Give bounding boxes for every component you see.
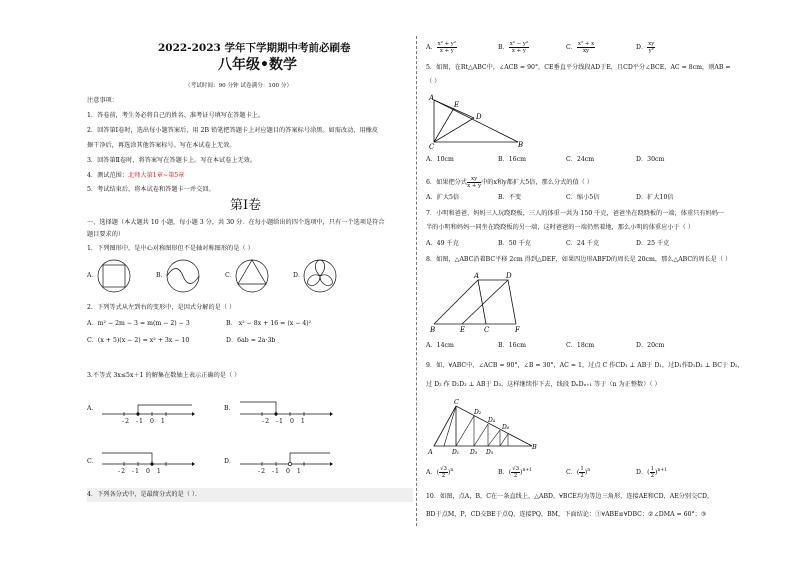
q1-figure-d-circle-petals xyxy=(302,258,338,294)
q5-option-a: A．10cm xyxy=(426,156,454,163)
q9-option-d: D．( $\frac{1}{2}$ )$^{n+1}$ xyxy=(636,466,667,479)
q6-option-b: B．不变 xyxy=(498,194,522,201)
svg-text:D₁: D₁ xyxy=(452,449,460,456)
note-2: 2．回答第Ⅰ卷时，选出每小题答案后，用 2B 铅笔把答题卡上对应题目的答案标号涂黑。如需改动，用橡皮 xyxy=(87,127,379,134)
svg-text:D₆: D₆ xyxy=(502,424,510,431)
question-5: 5．如图，在Rt△ABC中，∠ACB = 90°，CE垂直平分线段AD于E，且CD平分∠BCE，AC = 8cm，则AB = xyxy=(426,64,731,71)
question-4: 4．下列各分式中，是最简分式的是（ ）． xyxy=(87,491,202,498)
q3-label-c: C． xyxy=(87,458,98,465)
question-1: 1．下列图形中，是中心对称图形但不是轴对称图形的是（ ） xyxy=(87,245,254,252)
q5-option-c: C．24cm xyxy=(566,156,595,163)
q8-option-c: C．18cm xyxy=(566,342,595,349)
column-divider xyxy=(416,36,417,526)
q4-option-d: D． $\frac{xy}{\text{y²}}$ xyxy=(636,41,655,54)
q3-ticks-c: -2 -1 0 1 xyxy=(118,468,162,475)
q1-figure-a-circle-square xyxy=(96,258,132,294)
svg-text:B: B xyxy=(532,443,537,451)
q1-figure-c-circle-triangle xyxy=(234,258,270,294)
q3-label-a: A． xyxy=(87,405,98,412)
q3-ticks-a: -2 -1 0 1 xyxy=(122,418,166,425)
svg-text:D₅: D₅ xyxy=(486,449,494,456)
q1-label-c: C． xyxy=(225,272,236,279)
q5-option-b: B．16cm xyxy=(498,156,526,163)
svg-text:C: C xyxy=(484,326,490,334)
svg-text:D: D xyxy=(476,113,482,121)
exam-meta: （考试时间：90 分钟 试卷满分：100 分） xyxy=(185,83,293,89)
q3-ticks-b: -2 -1 0 1 xyxy=(262,418,306,425)
svg-text:B: B xyxy=(518,141,524,149)
svg-text:D₄: D₄ xyxy=(488,417,496,424)
q4-option-b: B． $\frac{\text{x² − y²}}{x + y}$ xyxy=(498,41,529,54)
q5-option-d: D．30cm xyxy=(636,156,665,163)
svg-text:C: C xyxy=(454,398,459,406)
question-2: 2．下列等式从左到右的变形中，是因式分解的是（ ） xyxy=(87,304,236,311)
svg-text:D: D xyxy=(506,272,512,280)
svg-text:D₂: D₂ xyxy=(474,409,482,416)
q7-option-a: A．49 千克 xyxy=(426,240,459,247)
q9-option-a: A．( $\frac{√3}{2}$ )$^n$ xyxy=(426,466,454,479)
question-7-cont: 半的小明和妈妈一同坐在跷跷板的另一端，这时爸爸的一端仍然着地，那么小明的体重应小于（ ） xyxy=(426,224,695,231)
q1-label-b: B． xyxy=(156,272,167,279)
q6-option-d: D．扩大10倍 xyxy=(636,194,674,201)
q2-option-d: D．6ab = 2a·3b xyxy=(226,337,276,344)
q3-ticks-d: -2 -1 0 1 xyxy=(258,468,302,475)
svg-text:F: F xyxy=(515,326,520,334)
q5-triangle-figure xyxy=(428,92,528,150)
q8-translation-figure xyxy=(428,268,528,334)
section-title: 第Ⅰ卷 xyxy=(230,198,262,213)
svg-text:A: A xyxy=(428,448,433,456)
question-9-cont: 过 D₂ 作 D₂D₃ ⊥ AB于 D₃，这样继续作下去，线段 DₙDₙ₊₁ 等于（n 为正整数）（ ） xyxy=(426,381,661,388)
svg-text:A: A xyxy=(429,94,435,102)
q6-option-a: A．扩大5倍 xyxy=(426,194,460,201)
q8-option-a: A．14cm xyxy=(426,342,454,349)
question-10: 10．如图，点A，B，C在一条直线上，△ABD，∀BCE均为等边三角形，连接AE和CD，AE分别交CD， xyxy=(426,493,714,500)
q9-option-b: B．( $\frac{√3}{2}$ )$^{n+1}$ xyxy=(498,466,533,479)
q7-option-b: B．50 千克 xyxy=(498,240,531,247)
question-8: 8．如图，△ABC沿着BC平移 2cm 得到△DEF，如果四边形ABFD的周长是 20cm，那么△ABC的周长是（ ） xyxy=(426,256,732,263)
q6-option-c: C．缩小5倍 xyxy=(566,194,600,201)
q4-option-a: A． $\frac{\text{x² + y²}}{x + y}$ xyxy=(426,41,457,54)
q4-option-c: C． $\frac{\text{x² + x}}{xy}$ xyxy=(566,41,595,54)
q2-option-b: B． x² − 8x + 16 = (x − 4)² xyxy=(226,320,312,327)
note-2-cont: 擦干净后，再选涂其他答案标号。写在本试卷上无效。 xyxy=(87,142,236,149)
q7-option-c: C．24 千克 xyxy=(566,240,600,247)
q3-label-b: B． xyxy=(224,405,235,412)
q1-figure-b-circle-wave xyxy=(165,258,201,294)
svg-text:B: B xyxy=(430,326,436,334)
q9-perpendicular-figure xyxy=(428,396,538,458)
question-10-cont: BD于点M，P，CD交BE于点Q，连接PQ，BM，下面结论：①∀ABE≌∀DBC；②∠DMA = 60°；③ xyxy=(426,511,707,518)
svg-text:E: E xyxy=(460,326,466,334)
question-5-cont: （ ） xyxy=(426,78,441,85)
svg-text:C: C xyxy=(429,143,435,151)
section-instructions: 一、选择题（本大题共 10 小题，每小题 3 分，共 30 分．在每小题给出的四个选项中，只有一个选项是符合 xyxy=(87,219,385,226)
q1-label-d: D． xyxy=(293,272,305,279)
q8-option-d: D．20cm xyxy=(636,342,665,349)
note-4: 4．测试范围：北师大第1章~第5章 xyxy=(87,172,185,179)
q2-option-c: C．(x + 5)(x − 2) = x² + 3x − 10 xyxy=(87,337,190,344)
exam-subtitle: 八年级•数学 xyxy=(218,57,297,73)
q8-option-b: B．16cm xyxy=(498,342,526,349)
note-3: 3．回答第Ⅱ卷时，将答案写在答题卡上。写在本试卷上无效。 xyxy=(87,157,257,164)
question-9: 9．如，∀ABC中，∠ACB = 90°，∠B = 30°，AC = 1，过点 C 作CD₁ ⊥ AB于 D₁，过D₁作D₁D₂ ⊥ BC于 D₂， xyxy=(426,362,744,369)
svg-text:E: E xyxy=(454,101,460,109)
exam-title: 2022-2023 学年下学期期中考前必刷卷 xyxy=(158,42,351,54)
note-1: 1．答卷前，考生务必将自己的姓名、准考证号填写在答题卡上。 xyxy=(87,112,265,119)
q1-label-a: A． xyxy=(87,272,98,279)
test-scope: 北师大第1章~第5章 xyxy=(128,172,185,179)
q7-option-d: D．25 千克 xyxy=(636,240,670,247)
question-6: 6．如果把分式 $\frac{xy}{x + y}$ 中的x和y都扩大5倍，那么分式的值（ ） xyxy=(426,176,593,189)
section-instructions-cont: 题目要求的） xyxy=(87,231,125,238)
q2-option-a: A．m² − 2m − 3 = m(m − 2) − 3 xyxy=(87,320,190,327)
q9-option-c: C．( $\frac{1}{2}$ )$^n$ xyxy=(566,466,591,479)
question-3: 3.不等式 3x≤5x＋1 的解集在数轴上表示正确的是（ ） xyxy=(87,372,241,379)
notes-heading: 注意事项： xyxy=(87,97,118,104)
question-7: 7．小明和爸爸、妈妈三人玩跷跷板，三人的体重一共为 150 千克，爸爸坐在跷跷板的一端，体重只有妈妈一 xyxy=(426,210,725,217)
note-5: 5．考试结束后，将本试卷和答题卡一并交回。 xyxy=(87,186,215,193)
q3-label-d: D． xyxy=(224,458,236,465)
svg-text:A: A xyxy=(474,272,480,280)
svg-text:D₃: D₃ xyxy=(470,449,478,456)
